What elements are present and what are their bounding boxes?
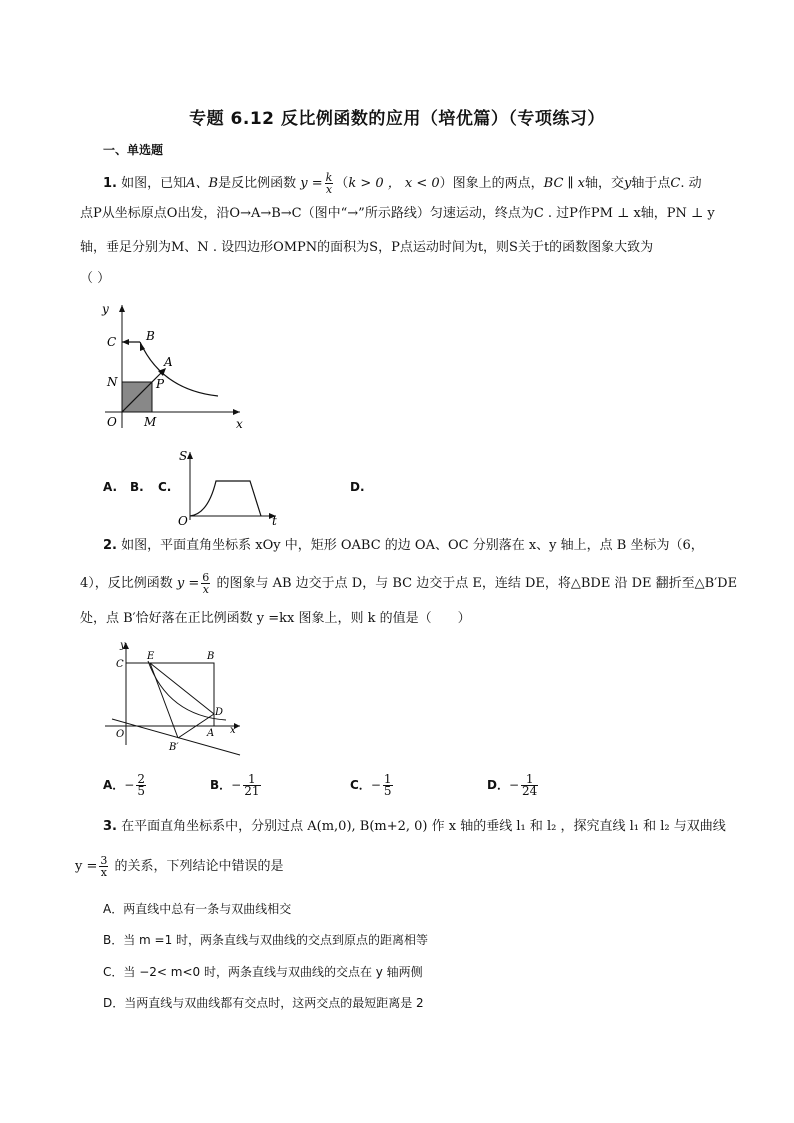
q3-number: 3.: [103, 819, 117, 834]
q1-option-b[interactable]: B.: [130, 480, 144, 494]
q3-option-d[interactable]: D．当两直线与双曲线都有交点时，这两交点的最短距离是 2: [103, 996, 424, 1010]
q2-fig-A: A: [207, 728, 215, 739]
q2-fig-B: B: [207, 651, 215, 662]
q2-figure: [100, 637, 250, 757]
q2-line1: 2. 如图，平面直角坐标系 xOy 中，矩形 OABC 的边 OA、OC 分别落在 x、y 轴上，点 B 坐标为（6，: [103, 538, 704, 553]
q1-fig-C: C: [107, 335, 117, 349]
q1-figure: [100, 300, 250, 435]
q2-fig-C: C: [116, 659, 124, 670]
q3-option-a[interactable]: A．两直线中总有一条与双曲线相交: [103, 902, 292, 916]
q1-fig-P: P: [156, 377, 165, 391]
q1-fig-B: B: [146, 329, 155, 343]
q2-fig-D: D: [215, 707, 224, 718]
q2-fraction: $\frac{6}{x}$: [202, 571, 210, 596]
q3-option-b[interactable]: B．当 m =1 时，两条直线与双曲线的交点到原点的距离相等: [103, 933, 429, 947]
q1-graph-t: t: [272, 514, 277, 526]
q1-option-d[interactable]: D.: [350, 480, 365, 494]
q1-fig-A: A: [164, 355, 173, 369]
q2-option-a[interactable]: A．− $\frac{2}{5}$: [103, 772, 145, 798]
q2-fig-Bprime: B′: [169, 742, 179, 753]
q2-fig-E: E: [147, 651, 155, 662]
q1-fig-x: x: [236, 417, 243, 431]
q2-fig-O: O: [116, 729, 125, 740]
q1-fig-y: y: [102, 302, 109, 316]
q1-graph-O: O: [178, 514, 188, 526]
q2-option-b[interactable]: B．− $\frac{1}{21}$: [210, 772, 260, 798]
q1-fraction: $\frac{k}{x}$: [325, 171, 333, 196]
q1-option-a[interactable]: A.: [103, 480, 118, 494]
q1-line3: 轴，垂足分别为M、N . 设四边形OMPN的面积为S，P点运动时间为t，则S关于t的函数图象大致为: [80, 240, 654, 255]
q3-option-c[interactable]: C．当 −2< m<0 时，两条直线与双曲线的交点在 y 轴两侧: [103, 965, 423, 979]
q2-fig-y: y: [120, 640, 126, 651]
q2-fig-x: x: [230, 725, 236, 736]
q3-fraction: $\frac{3}{x}$: [100, 854, 108, 879]
q1-fig-O: O: [107, 415, 117, 429]
q3-line2: y = $\frac{3}{x}$ 的关系，下列结论中错误的是: [75, 854, 284, 879]
q1-graph-S: S: [179, 449, 188, 463]
q2-line3: 处，点 B′恰好落在正比例函数 y =kx 图象上，则 k 的值是（ ）: [80, 611, 471, 626]
page-title: 专题 6.12 反比例函数的应用（培优篇）（专项练习）: [189, 109, 605, 129]
q1-fig-M: M: [144, 415, 157, 429]
q1-number: 1.: [103, 176, 117, 191]
q1-fig-N: N: [107, 375, 118, 389]
q2-option-d[interactable]: D．− $\frac{1}{24}$: [487, 772, 538, 798]
q2-line2: 4），反比例函数 y = $\frac{6}{x}$ 的图象与 AB 边交于点 D，与 BC 边交于点 E，连结 DE，将△BDE 沿 DE 翻折至△B′DE: [80, 571, 738, 596]
q1-line2: 点P从坐标原点O出发，沿O→A→B→C（图中“→”所示路线）匀速运动，终点为C . 过P作PM ⊥ x轴，PN ⊥ y: [80, 206, 715, 221]
q1-line1: 1. 如图，已知A、B是反比例函数 y = $\frac{k}{x}$ （k > 0 ， x < 0）图象上的两点，BC ∥ x轴，交y轴于点C. 动: [103, 171, 702, 196]
q1-option-c-graph: [176, 448, 286, 526]
q1-option-c[interactable]: C.: [158, 480, 172, 494]
q2-option-c[interactable]: C．− $\frac{1}{5}$: [350, 772, 392, 798]
q3-line1: 3. 在平面直角坐标系中，分别过点 A(m,0), B(m+2, 0) 作 x 轴的垂线 l₁ 和 l₂ ，探究直线 l₁ 和 l₂ 与双曲线: [103, 819, 726, 834]
q1-line4: （ ）: [80, 271, 111, 286]
section-heading: 一、单选题: [103, 143, 164, 157]
q2-number: 2.: [103, 538, 117, 553]
